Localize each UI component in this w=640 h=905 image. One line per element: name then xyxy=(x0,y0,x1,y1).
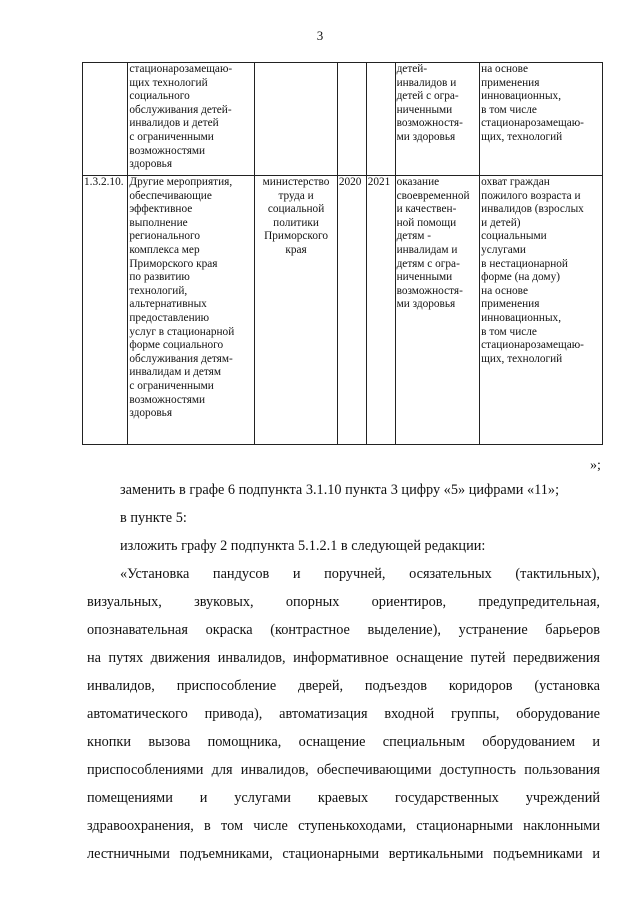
table-cell-measure: Другие мероприятия, обеспечивающие эффективное выполнение регионального комплекса мер Приморского края по развитию технологий, альтернативных предоставлению услуг в стационарной форме социального обслуживания детям- инвалидам и детям с ограниченными возможностями здоровья xyxy=(128,176,255,445)
table-closing-quote: »; xyxy=(590,458,601,473)
table-cell-measure: стационарозамещаю- щих технологий социального обслуживания детей- инвалидов и детей с ограниченными возможностями здоровья xyxy=(128,63,255,176)
quote-line: на путях движения инвалидов, информативное оснащение путей передвижения xyxy=(87,650,600,666)
quote-line: инвалидов, приспособление дверей, подъездов коридоров (установка xyxy=(87,678,600,694)
table-cell-start-year xyxy=(337,63,366,176)
quote-line: лестничными подъемниками, стационарными вертикальными подъемниками и xyxy=(87,846,600,862)
table-cell-executor xyxy=(255,63,338,176)
table-row xyxy=(83,176,603,445)
quote-line: визуальных, звуковых, опорных ориентиров, предупредительная, xyxy=(87,594,600,610)
table-cell-executor: министерство труда и социальной политики Приморского края xyxy=(255,176,338,445)
table-cell-end-year xyxy=(366,63,395,176)
quote-line: приспособлениями для инвалидов, обеспечивающими доступность пользования xyxy=(87,762,600,778)
table-cell-result: детей- инвалидов и детей с огра- ниченными возможностя- ми здоровья xyxy=(395,63,480,176)
quote-line: помещениями и услугами краевых государственных учреждений xyxy=(87,790,600,806)
quote-line: автоматического привода), автоматизация входной группы, оборудование xyxy=(87,706,600,722)
paragraph-point5: в пункте 5: xyxy=(120,510,187,526)
table-cell-number xyxy=(83,63,128,176)
table-cell-start-year: 2020 xyxy=(337,176,366,445)
table-cell-end-year: 2021 xyxy=(366,176,395,445)
table-cell-indicator: охват граждан пожилого возраста и инвалидов (взрослых и детей) социальными услугами в нестационарной форме (на дому) на основе применения инновационных, в том числе стационарозамещаю- щих, технологий xyxy=(480,176,603,445)
quote-line: опознавательная окраска (контрастное выделение), устранение барьеров xyxy=(87,622,600,638)
table-cell-number: 1.3.2.10. xyxy=(83,176,128,445)
table-cell-result: оказание своевременной и качествен- ной помощи детям - инвалидам и детям с огра- ниченными возможностя- ми здоровья xyxy=(395,176,480,445)
quote-line: кнопки вызова помощника, оснащение специальным оборудованием и xyxy=(87,734,600,750)
paragraph-replace: заменить в графе 6 подпункта 3.1.10 пункта 3 цифру «5» цифрами «11»; xyxy=(120,482,560,498)
paragraph-edit: изложить графу 2 подпункта 5.1.2.1 в следующей редакции: xyxy=(120,538,486,554)
quote-line: здравоохранения, в том числе ступенькоходами, стационарными наклонными xyxy=(87,818,600,834)
quote-line: «Установка пандусов и поручней, осязательных (тактильных), xyxy=(120,566,600,582)
measures-table xyxy=(82,62,603,445)
table-cell-indicator: на основе применения инновационных, в том числе стационарозамещаю- щих, технологий xyxy=(480,63,603,176)
page-number: 3 xyxy=(316,28,324,43)
table-row xyxy=(83,63,603,176)
